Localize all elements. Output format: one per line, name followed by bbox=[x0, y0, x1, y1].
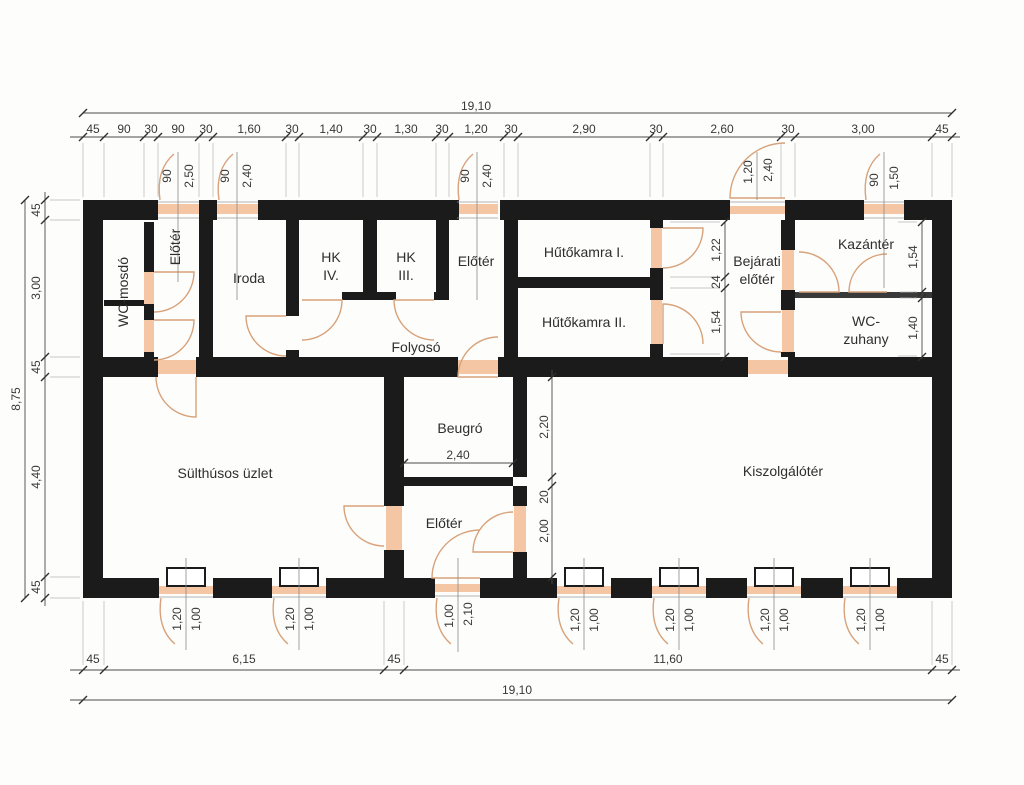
door-arc-hutokamra2 bbox=[663, 304, 703, 344]
room-label-hk3-line2: III. bbox=[398, 267, 414, 283]
door-arc-hk3 bbox=[394, 300, 434, 340]
dim-top-13: 2,90 bbox=[572, 122, 596, 136]
door-arc-wc-stall-1 bbox=[154, 272, 194, 312]
dim-window2-w: 1,20 bbox=[283, 607, 297, 631]
door-arc-eloter-shop bbox=[156, 377, 196, 417]
door-arc-entry-right bbox=[473, 512, 513, 552]
dim-opening5-w: 90 bbox=[867, 173, 881, 187]
dim-kazanter-2: 1,40 bbox=[906, 316, 920, 340]
room-label-wc-zuhany-line2: zuhany bbox=[843, 331, 889, 347]
dimension-labels bbox=[9, 99, 949, 697]
dim-bottom-2: 45 bbox=[387, 652, 401, 666]
dim-top-12: 30 bbox=[504, 122, 518, 136]
dim-middle-0: 2,20 bbox=[537, 415, 551, 439]
dim-overall-width-top: 19,10 bbox=[460, 99, 492, 113]
dim-top-18: 45 bbox=[935, 122, 949, 136]
dim-left-4: 45 bbox=[29, 580, 43, 594]
dim-window2-h: 1,00 bbox=[302, 607, 316, 631]
dim-opening5-h: 1,50 bbox=[887, 166, 901, 190]
dim-hutokamra-0: 1,22 bbox=[709, 238, 723, 262]
dim-entry-door-w: 1,00 bbox=[442, 604, 456, 628]
dim-top-6: 30 bbox=[285, 122, 299, 136]
dim-top-1: 90 bbox=[117, 122, 131, 136]
room-label-beugro: Beugró bbox=[437, 420, 483, 436]
dim-top-0: 45 bbox=[86, 122, 100, 136]
dim-bottom-1: 6,15 bbox=[232, 652, 256, 666]
dim-top-3: 90 bbox=[171, 122, 185, 136]
room-label-kazanter: Kazántér bbox=[837, 236, 895, 252]
dim-opening1-w: 90 bbox=[160, 169, 174, 183]
door-arc-wc-stall-2 bbox=[154, 320, 194, 360]
door-arc-kazanter-1 bbox=[799, 252, 839, 292]
door-arc-hutokamra1 bbox=[663, 228, 703, 268]
dimension-ticks bbox=[21, 109, 956, 704]
dim-kazanter-0: 1,54 bbox=[906, 245, 920, 269]
room-label-hk3-line1: HK bbox=[396, 249, 416, 265]
dim-bottom-4: 45 bbox=[935, 652, 949, 666]
dim-overall-width-bottom: 19,10 bbox=[501, 683, 533, 697]
room-label-eloter-entry: Előtér bbox=[425, 515, 463, 531]
dim-top-11: 1,20 bbox=[464, 122, 488, 136]
dim-window3-h: 1,00 bbox=[587, 608, 601, 632]
room-label-hk4-line2: IV. bbox=[323, 267, 339, 283]
dim-top-5: 1,60 bbox=[237, 122, 261, 136]
room-label-kiszolgaloter: Kiszolgálótér bbox=[742, 463, 824, 479]
dim-opening2-h: 2,40 bbox=[240, 164, 254, 188]
dim-window3-w: 1,20 bbox=[568, 608, 582, 632]
door-arc-entry-left bbox=[344, 506, 384, 546]
room-label-bejarati-line1: Bejárati bbox=[733, 253, 781, 269]
dim-window6-h: 1,00 bbox=[873, 608, 887, 632]
room-label-hutokamra2: Hűtőkamra II. bbox=[541, 314, 627, 330]
dim-top-16: 30 bbox=[781, 122, 795, 136]
dim-window1-h: 1,00 bbox=[189, 607, 203, 631]
dim-window1-w: 1,20 bbox=[170, 607, 184, 631]
dim-opening3-w: 90 bbox=[458, 169, 472, 183]
dim-bottom-3: 11,60 bbox=[653, 652, 683, 666]
dim-hutokamra-1: 24 bbox=[709, 275, 723, 289]
dim-top-8: 30 bbox=[363, 122, 377, 136]
dim-opening3-h: 2,40 bbox=[480, 164, 494, 188]
dim-bottom-0: 45 bbox=[86, 652, 100, 666]
dim-kazanter-1: 6 bbox=[906, 291, 920, 299]
dim-beugro-width: 2,40 bbox=[446, 448, 470, 462]
door-arc-main-entrance bbox=[730, 143, 785, 198]
dim-opening2-w: 90 bbox=[218, 169, 232, 183]
room-label-wc-mosdo: WC-mosdó bbox=[115, 256, 131, 328]
door-arc-kazanter-2 bbox=[849, 254, 887, 292]
dim-middle-2: 2,00 bbox=[537, 519, 551, 543]
dim-hutokamra-2: 1,54 bbox=[709, 310, 723, 334]
dim-overall-height: 8,75 bbox=[9, 387, 23, 411]
dim-top-4: 30 bbox=[199, 122, 213, 136]
door-arc-wc-zuhany bbox=[741, 312, 781, 352]
dim-left-0: 45 bbox=[29, 203, 43, 217]
dim-top-14: 30 bbox=[649, 122, 663, 136]
dim-top-9: 1,30 bbox=[394, 122, 418, 136]
dim-top-10: 30 bbox=[435, 122, 449, 136]
room-label-eloter-top: Előtér bbox=[167, 228, 183, 266]
door-arc-hk4 bbox=[302, 300, 342, 340]
dim-opening4-h: 2,40 bbox=[761, 158, 775, 182]
room-label-hutokamra1: Hűtőkamra I. bbox=[543, 244, 625, 260]
room-label-hk4-line1: HK bbox=[321, 249, 341, 265]
dim-window5-w: 1,20 bbox=[758, 608, 772, 632]
room-label-sulthusos: Sülthúsos üzlet bbox=[177, 465, 273, 481]
door-arc-iroda bbox=[246, 316, 286, 356]
room-label-wc-zuhany-line1: WC- bbox=[852, 313, 880, 329]
room-label-folyoso: Folyosó bbox=[391, 339, 441, 355]
dim-top-15: 2,60 bbox=[710, 122, 734, 136]
dim-window6-w: 1,20 bbox=[854, 608, 868, 632]
dim-top-7: 1,40 bbox=[319, 122, 343, 136]
room-label-bejarati-line2: előtér bbox=[739, 271, 775, 287]
dim-top-2: 30 bbox=[144, 122, 158, 136]
room-label-iroda: Iroda bbox=[233, 270, 265, 286]
dim-left-1: 3,00 bbox=[29, 276, 43, 300]
dim-top-17: 3,00 bbox=[851, 122, 875, 136]
dim-middle-1: 20 bbox=[537, 490, 551, 504]
dim-window4-h: 1,00 bbox=[682, 608, 696, 632]
dim-left-2: 45 bbox=[29, 360, 43, 374]
dim-window5-h: 1,00 bbox=[777, 608, 791, 632]
dimension-lines bbox=[21, 109, 960, 704]
dim-opening4-w: 1,20 bbox=[741, 160, 755, 184]
dim-opening1-h: 2,50 bbox=[182, 164, 196, 188]
dim-entry-door-h: 2,10 bbox=[461, 602, 475, 626]
door-arc-entry-door bbox=[432, 530, 480, 578]
dim-window4-w: 1,20 bbox=[663, 608, 677, 632]
room-label-eloter-mid: Előtér bbox=[457, 253, 495, 269]
dim-left-3: 4,40 bbox=[29, 465, 43, 489]
